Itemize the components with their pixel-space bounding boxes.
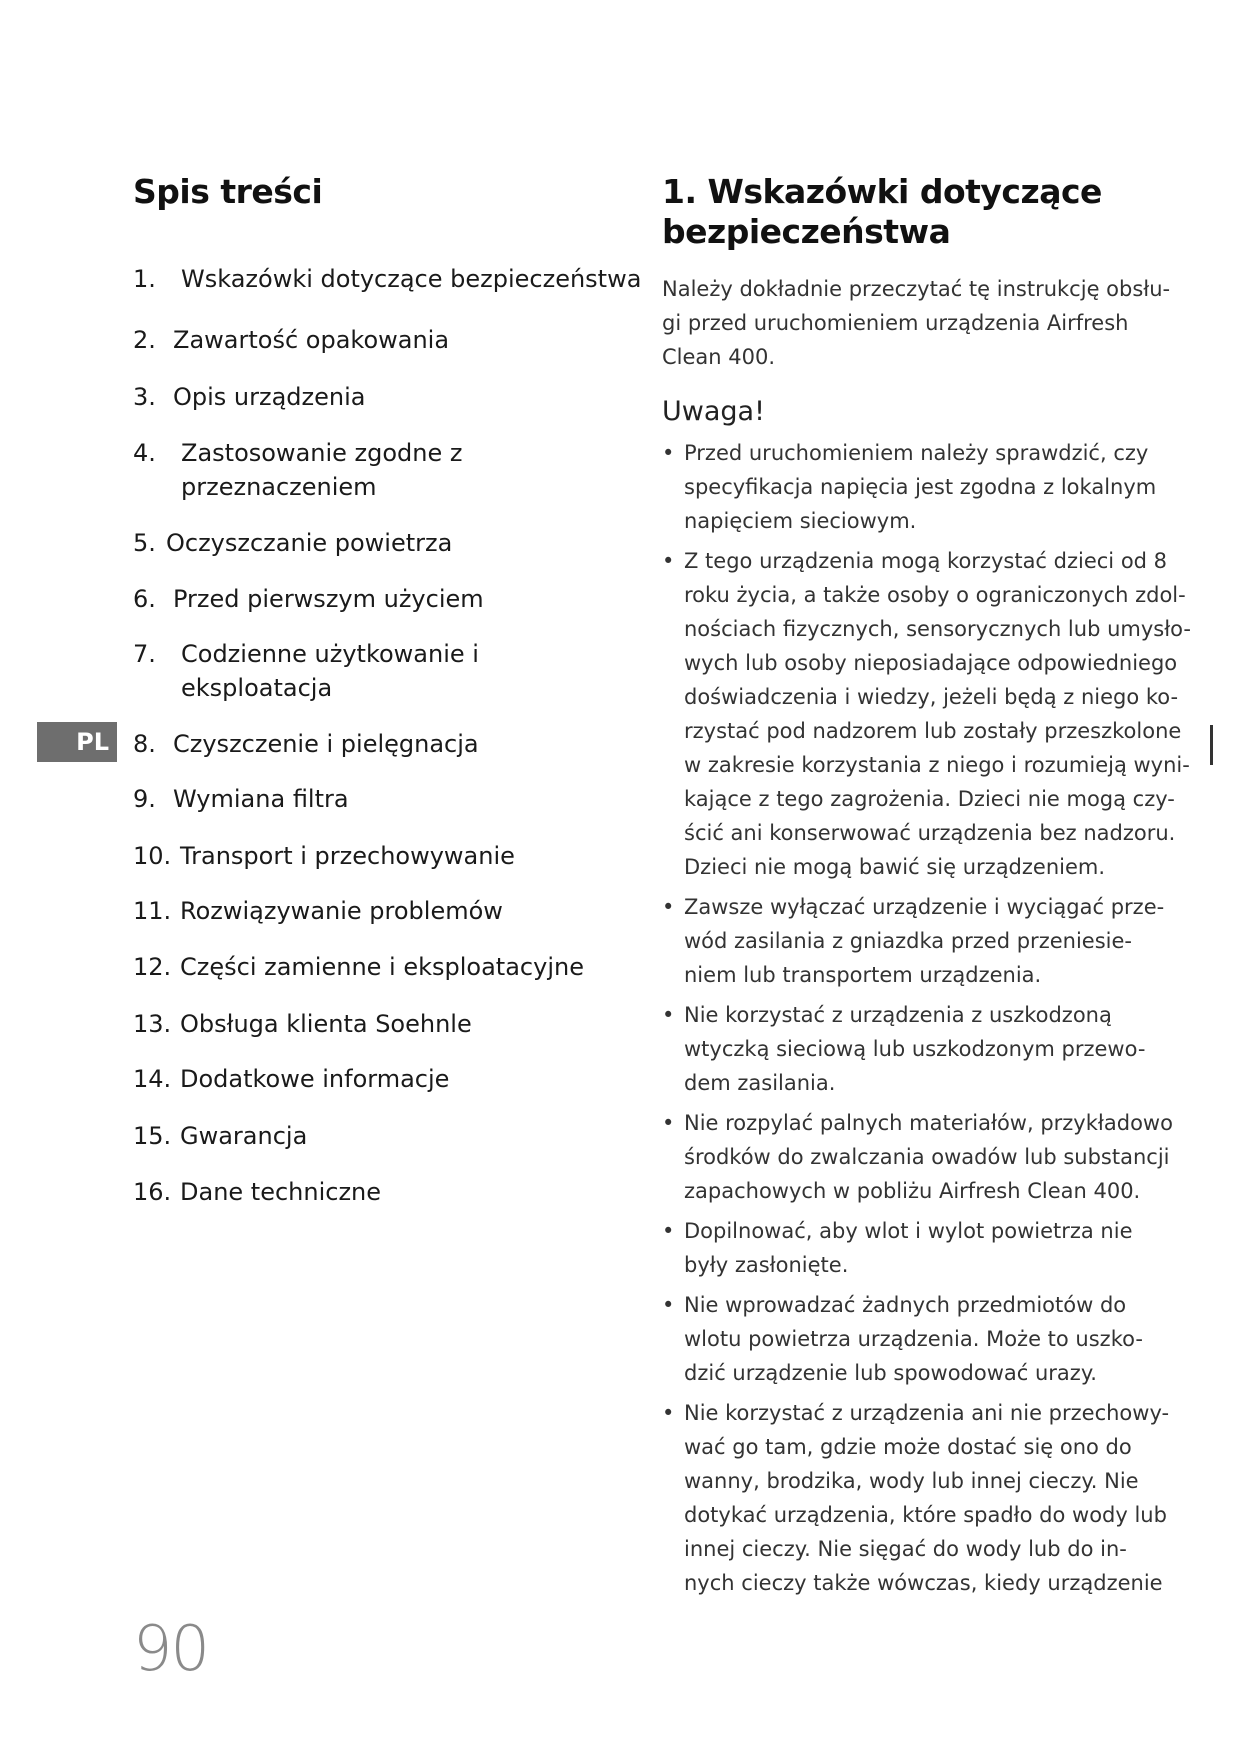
toc-item[interactable]: [133, 380, 366, 414]
toc-item[interactable]: [133, 1007, 472, 1041]
toc-item-label: Dane techniczne: [180, 1178, 382, 1206]
toc-item-label: Rozwiązywanie problemów: [180, 897, 503, 925]
toc-item[interactable]: [133, 1175, 381, 1209]
text-line: Nie korzystać z urządzenia ani nie przechowy-: [684, 1401, 1170, 1425]
warning-item: [662, 436, 1162, 538]
toc-title: Spis treści: [133, 172, 323, 211]
toc-item[interactable]: [133, 894, 503, 928]
toc-item-number: 15.: [133, 1122, 172, 1150]
text-line: wtyczką sieciową lub uszkodzonym przewo-: [684, 1037, 1146, 1061]
toc-item[interactable]: [133, 1062, 449, 1096]
text-line: dotykać urządzenia, które spadło do wody lub: [684, 1503, 1167, 1527]
section-title-line: 1. Wskazówki dotyczące: [662, 172, 1102, 211]
text-line: wać go tam, gdzie może dostać się ono do: [684, 1435, 1132, 1459]
text-line: Nie korzystać z urządzenia z uszkodzoną: [684, 1003, 1112, 1027]
text-line: specyfikacja napięcia jest zgodna z lokalnym: [684, 475, 1157, 499]
toc-item[interactable]: [133, 323, 449, 357]
text-line: Clean 400.: [662, 345, 776, 369]
warning-item: [662, 1396, 1170, 1600]
toc-item-number: 6.: [133, 585, 156, 613]
toc-item-label: Codzienne użytkowanie i eksploatacja: [181, 640, 479, 702]
toc-item-number: 12.: [133, 953, 172, 981]
bullet-icon: •: [662, 1003, 675, 1027]
toc-item-number: 13.: [133, 1010, 172, 1038]
text-line: dem zasilania.: [684, 1071, 836, 1095]
text-line: ścić ani konserwować urządzenia bez nadzoru.: [684, 821, 1176, 845]
toc-item-label: Wymiana filtra: [173, 785, 349, 813]
text-line: były zasłonięte.: [684, 1253, 849, 1277]
page-number: 90: [133, 1612, 208, 1685]
warning-item: [662, 1106, 1173, 1208]
text-line: rzystać pod nadzorem lub zostały przeszkolone: [684, 719, 1182, 743]
toc-item-number: 4.: [133, 439, 156, 467]
warning-item: [662, 998, 1162, 1100]
toc-item-label: Części zamienne i eksploatacyjne: [180, 953, 584, 981]
text-line: napięciem sieciowym.: [684, 509, 917, 533]
text-line: środków do zwalczania owadów lub substancji: [684, 1145, 1170, 1169]
toc-item[interactable]: [133, 637, 479, 705]
text-line: Zawsze wyłączać urządzenie i wyciągać prze-: [684, 895, 1165, 919]
toc-item-number: 3.: [133, 383, 156, 411]
intro-paragraph: [662, 272, 1171, 374]
toc-item-label: Czyszczenie i pielęgnacja: [173, 730, 479, 758]
text-line: wanny, brodzika, wody lub innej cieczy. Nie: [684, 1469, 1139, 1493]
text-line: Przed uruchomieniem należy sprawdzić, czy: [684, 441, 1149, 465]
margin-marker: [1210, 725, 1213, 765]
toc-item-label: Oczyszczanie powietrza: [166, 529, 453, 557]
section-title: [662, 172, 1162, 252]
toc-item[interactable]: [133, 582, 484, 616]
bullet-icon: •: [662, 1111, 675, 1135]
text-line: wód zasilania z gniazdka przed przeniesie-: [684, 929, 1132, 953]
toc-item[interactable]: [133, 262, 641, 296]
toc-item-number: 9.: [133, 785, 156, 813]
text-line: nych cieczy także wówczas, kiedy urządzenie: [684, 1571, 1163, 1595]
toc-item-number: 14.: [133, 1065, 172, 1093]
toc-item-number: 7.: [133, 640, 156, 668]
toc-item-number: 16.: [133, 1178, 172, 1206]
bullet-icon: •: [662, 549, 675, 573]
toc-item[interactable]: [133, 782, 349, 816]
warning-heading: Uwaga!: [662, 396, 765, 427]
toc-item-label: Gwarancja: [180, 1122, 308, 1150]
text-line: Należy dokładnie przeczytać tę instrukcję obsłu-: [662, 277, 1171, 301]
toc-item-label: Transport i przechowywanie: [180, 842, 515, 870]
toc-item-number: 10.: [133, 842, 172, 870]
toc-item-number: 8.: [133, 730, 156, 758]
toc-item[interactable]: [133, 436, 463, 504]
text-line: innej cieczy. Nie sięgać do wody lub do in-: [684, 1537, 1127, 1561]
warning-item: [662, 1214, 1162, 1282]
bullet-icon: •: [662, 1293, 675, 1317]
warning-list: [662, 436, 1191, 1600]
toc-item-label: Dodatkowe informacje: [180, 1065, 450, 1093]
bullet-icon: •: [662, 895, 675, 919]
toc-item-label: Wskazówki dotyczące bezpieczeństwa: [181, 265, 642, 293]
text-line: dzić urządzenie lub spowodować urazy.: [684, 1361, 1097, 1385]
bullet-icon: •: [662, 1219, 675, 1243]
text-line: wlotu powietrza urządzenia. Może to uszko-: [684, 1327, 1143, 1351]
warning-item: [662, 544, 1191, 884]
text-line: roku życia, a także osoby o ograniczonych zdol-: [684, 583, 1186, 607]
text-line: zapachowych w pobliżu Airfresh Clean 400.: [684, 1179, 1141, 1203]
toc-item-label: Przed pierwszym użyciem: [173, 585, 484, 613]
section-title-line: bezpieczeństwa: [662, 212, 951, 251]
warning-item: [662, 1288, 1162, 1390]
toc-item-number: 1.: [133, 265, 156, 293]
text-line: Dopilnować, aby wlot i wylot powietrza nie: [684, 1219, 1133, 1243]
text-line: Nie wprowadzać żadnych przedmiotów do: [684, 1293, 1127, 1317]
toc-item[interactable]: [133, 950, 584, 984]
text-line: kające z tego zagrożenia. Dzieci nie mogą czy-: [684, 787, 1175, 811]
toc-item-label: Obsługa klienta Soehnle: [180, 1010, 472, 1038]
toc-item[interactable]: [133, 1119, 307, 1153]
text-line: wych lub osoby nieposiadające odpowiedniego: [684, 651, 1178, 675]
language-badge: PL: [37, 722, 117, 762]
toc-item[interactable]: [133, 839, 515, 873]
text-line: gi przed uruchomieniem urządzenia Airfresh: [662, 311, 1129, 335]
text-line: nościach fizycznych, sensorycznych lub umysło-: [684, 617, 1191, 641]
toc-item[interactable]: [133, 526, 452, 560]
toc-item-number: 5.: [133, 529, 156, 557]
toc-item-number: 11.: [133, 897, 172, 925]
text-line: Nie rozpylać palnych materiałów, przykładowo: [684, 1111, 1173, 1135]
toc-item-label: Opis urządzenia: [173, 383, 366, 411]
toc-item[interactable]: [133, 727, 479, 761]
toc-item-label: Zastosowanie zgodne z przeznaczeniem: [181, 439, 463, 501]
text-line: w zakresie korzystania z niego i rozumieją wyni-: [684, 753, 1190, 777]
text-line: Dzieci nie mogą bawić się urządzeniem.: [684, 855, 1106, 879]
bullet-icon: •: [662, 1401, 675, 1425]
toc-item-label: Zawartość opakowania: [173, 326, 450, 354]
bullet-icon: •: [662, 441, 675, 465]
text-line: niem lub transportem urządzenia.: [684, 963, 1042, 987]
text-line: doświadczenia i wiedzy, jeżeli będą z niego ko-: [684, 685, 1179, 709]
text-line: Z tego urządzenia mogą korzystać dzieci od 8: [684, 549, 1168, 573]
toc-item-number: 2.: [133, 326, 156, 354]
warning-item: [662, 890, 1165, 992]
safety-section: [662, 172, 1191, 1600]
